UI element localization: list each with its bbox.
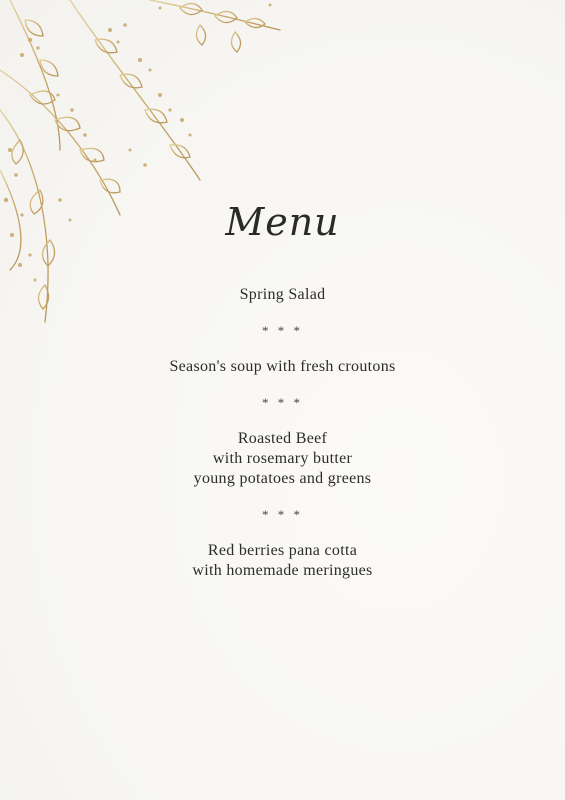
course-line: young potatoes and greens: [193, 470, 372, 487]
course-line: Roasted Beef: [237, 430, 328, 447]
course-line: with rosemary butter: [212, 450, 353, 467]
separator: * * *: [262, 507, 303, 522]
course-item: [0, 541, 565, 581]
separator: * * *: [262, 395, 303, 410]
course-item: [0, 429, 565, 489]
menu-list: [0, 285, 565, 581]
course-line: with homemade meringues: [192, 562, 373, 579]
course-line: Spring Salad: [239, 286, 326, 303]
course-line: Red berries pana cotta: [207, 542, 358, 559]
gold-foliage-illustration: [0, 0, 300, 330]
course-line: Season's soup with fresh croutons: [169, 358, 396, 375]
course-item: [0, 357, 565, 377]
course-item: [0, 285, 565, 305]
separator: * * *: [262, 323, 303, 338]
menu-title: Menu: [225, 200, 340, 244]
